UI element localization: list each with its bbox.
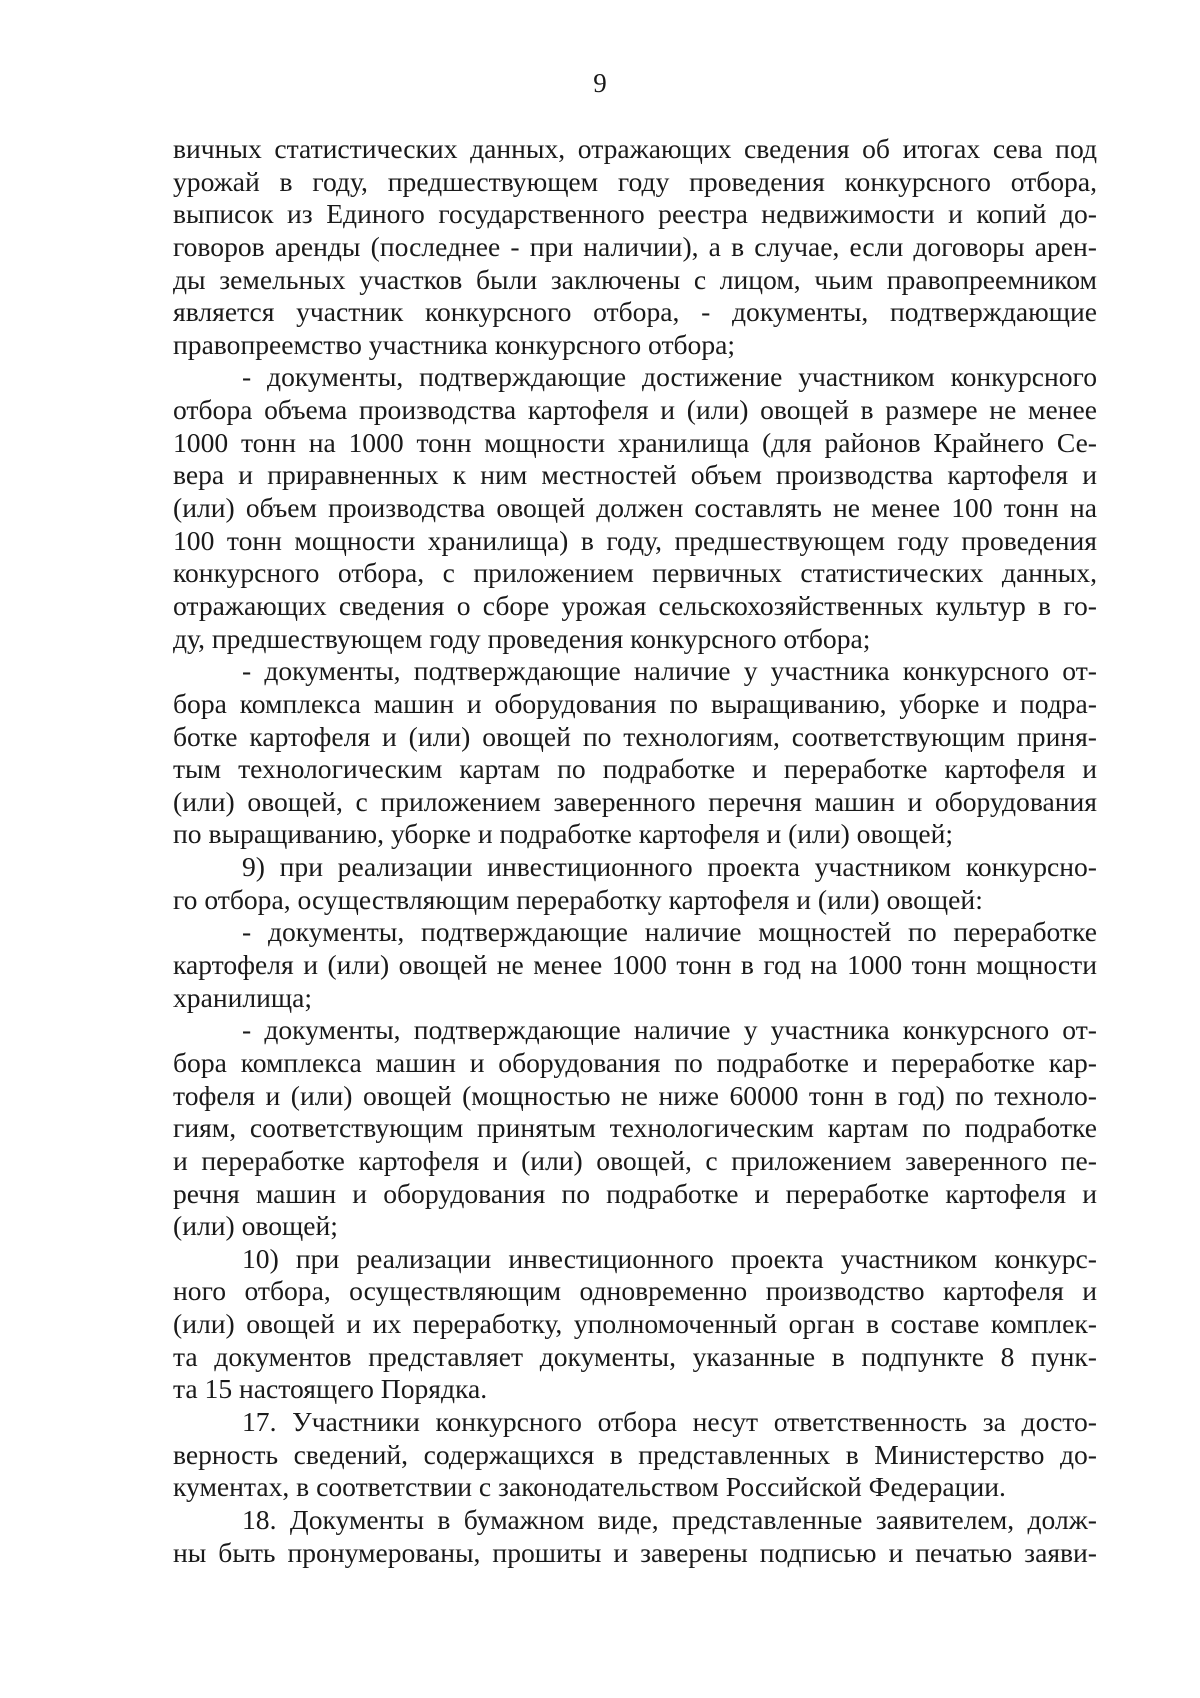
text-line: 10) при реализации инвестиционного проекта участником конкурс-: [242, 1242, 1097, 1274]
text-line: ду, предшествующем году проведения конкурсного отбора;: [173, 622, 871, 654]
text-line: ного отбора, осуществляющим одновременно производство картофеля и: [173, 1275, 1097, 1307]
text-line: отражающих сведения о сборе урожая сельскохозяйственных культур в го-: [173, 589, 1097, 621]
text-line: 1000 тонн на 1000 тонн мощности хранилища (для районов Крайнего Се-: [173, 426, 1097, 458]
text-line: бора комплекса машин и оборудования по выращиванию, уборке и подра-: [173, 687, 1097, 719]
text-line: кументах, в соответствии с законодательством Российской Федерации.: [173, 1471, 1006, 1503]
text-line: - документы, подтверждающие наличие у участника конкурсного от-: [242, 1014, 1097, 1046]
text-line: (или) объем производства овощей должен составлять не менее 100 тонн на: [173, 492, 1097, 524]
text-line: по выращиванию, уборке и подработке картофеля и (или) овощей;: [173, 818, 954, 850]
text-line: выписок из Единого государственного реестра недвижимости и копий до-: [173, 198, 1097, 230]
text-line: тофеля и (или) овощей (мощностью не ниже 60000 тонн в год) по техноло-: [173, 1079, 1097, 1111]
text-line: гиям, соответствующим принятым технологическим картам по подработке: [173, 1112, 1097, 1144]
text-line: говоров аренды (последнее - при наличии), а в случае, если договоры арен-: [173, 230, 1097, 262]
text-line: верность сведений, содержащихся в представленных в Министерство до-: [173, 1438, 1097, 1470]
text-line: ны быть пронумерованы, прошиты и заверены подписью и печатью заяви-: [173, 1536, 1097, 1568]
text-line: 17. Участники конкурсного отбора несут ответственность за досто-: [242, 1405, 1097, 1437]
text-line: ботке картофеля и (или) овощей по технологиям, соответствующим приня-: [173, 720, 1097, 752]
document-body: [173, 133, 1097, 1569]
text-line: (или) овощей и их переработку, уполномоченный орган в составе комплек-: [173, 1308, 1097, 1340]
text-line: и переработке картофеля и (или) овощей, с приложением заверенного пе-: [173, 1144, 1097, 1176]
text-line: го отбора, осуществляющим переработку картофеля и (или) овощей:: [173, 883, 983, 915]
text-line: урожай в году, предшествующем году проведения конкурсного отбора,: [173, 165, 1097, 197]
text-line: 18. Документы в бумажном виде, представленные заявителем, долж-: [242, 1503, 1097, 1535]
text-line: (или) овощей;: [173, 1210, 338, 1242]
text-line: ды земельных участков были заключены с лицом, чьим правопреемником: [173, 263, 1097, 295]
text-line: речня машин и оборудования по подработке и переработке картофеля и: [173, 1177, 1097, 1209]
text-line: бора комплекса машин и оборудования по подработке и переработке кар-: [173, 1046, 1097, 1078]
text-line: та 15 настоящего Порядка.: [173, 1373, 488, 1405]
text-line: отбора объема производства картофеля и (или) овощей в размере не менее: [173, 394, 1097, 426]
text-line: правопреемство участника конкурсного отбора;: [173, 328, 736, 360]
text-line: - документы, подтверждающие наличие у участника конкурсного от-: [242, 655, 1097, 687]
text-line: та документов представляет документы, указанные в подпункте 8 пунк-: [173, 1340, 1097, 1372]
text-line: 9) при реализации инвестиционного проекта участником конкурсно-: [242, 851, 1097, 883]
text-line: - документы, подтверждающие достижение участником конкурсного: [242, 361, 1097, 393]
text-line: - документы, подтверждающие наличие мощностей по переработке: [242, 916, 1097, 948]
text-line: 100 тонн мощности хранилища) в году, предшествующем году проведения: [173, 524, 1097, 556]
text-line: хранилища;: [173, 981, 313, 1013]
text-line: картофеля и (или) овощей не менее 1000 тонн в год на 1000 тонн мощности: [173, 949, 1097, 981]
page-number: 9: [593, 68, 607, 98]
text-line: конкурсного отбора, с приложением первичных статистических данных,: [173, 557, 1097, 589]
text-line: вера и приравненных к ним местностей объем производства картофеля и: [173, 459, 1097, 491]
text-line: является участник конкурсного отбора, - документы, подтверждающие: [173, 296, 1097, 328]
text-line: тым технологическим картам по подработке и переработке картофеля и: [173, 753, 1097, 785]
text-line: вичных статистических данных, отражающих сведения об итогах сева под: [173, 133, 1097, 164]
text-line: (или) овощей, с приложением заверенного перечня машин и оборудования: [173, 785, 1097, 817]
